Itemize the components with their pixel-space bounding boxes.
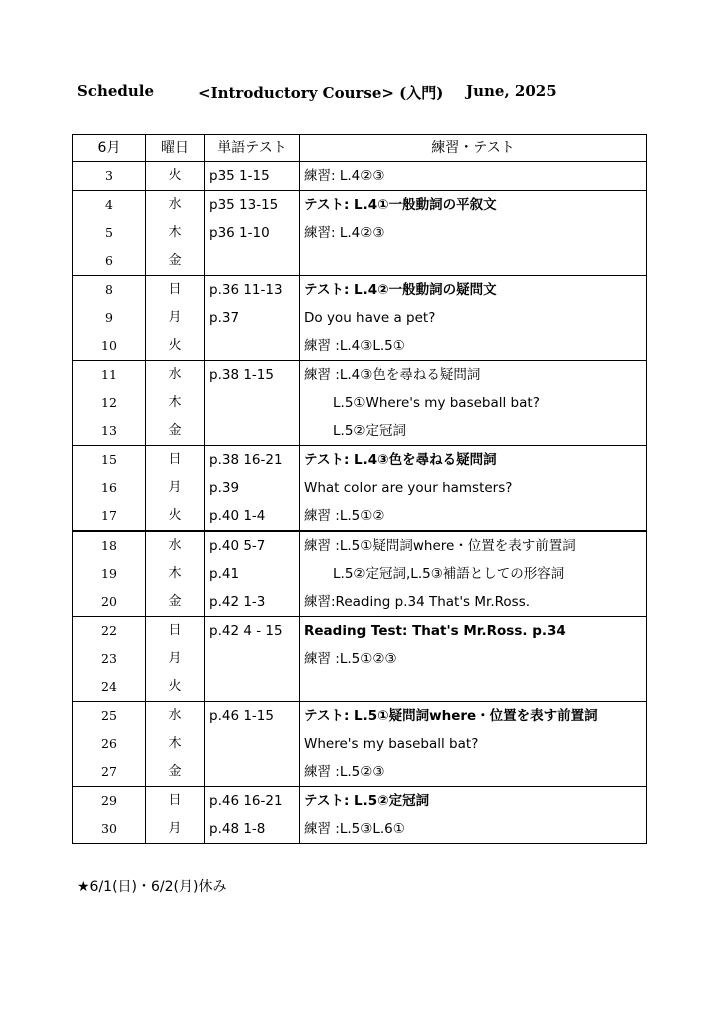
table-row [73,332,647,361]
practice-test-cell: 練習 :L.5②③ [300,758,647,787]
table-row [73,304,647,332]
vocab-test-cell: p35 13-15 [205,191,300,220]
table-row [73,219,647,247]
weekday-cell: 木 [146,389,205,417]
weekday-cell: 木 [146,560,205,588]
day-cell: 25 [73,702,146,731]
table-row [73,417,647,446]
vocab-test-cell: p.41 [205,560,300,588]
weekday-cell: 月 [146,304,205,332]
weekday-cell: 木 [146,730,205,758]
day-cell: 11 [73,361,146,390]
weekday-cell: 火 [146,332,205,361]
day-cell: 9 [73,304,146,332]
day-cell: 6 [73,247,146,276]
day-cell: 24 [73,673,146,702]
weekday-cell: 日 [146,787,205,816]
day-cell: 26 [73,730,146,758]
practice-test-cell: テスト: L.5②定冠詞 [300,787,647,816]
table-row [73,673,647,702]
vocab-test-cell: p35 1-15 [205,162,300,191]
schedule-body [73,162,647,844]
day-cell: 19 [73,560,146,588]
practice-test-cell: Reading Test: That's Mr.Ross. p.34 [300,617,647,646]
vocab-test-cell: p.36 11-13 [205,276,300,305]
day-cell: 8 [73,276,146,305]
practice-test-cell: Do you have a pet? [300,304,647,332]
table-row [73,787,647,816]
weekday-cell: 火 [146,673,205,702]
vocab-test-cell: p.40 1-4 [205,502,300,531]
practice-test-cell: 練習 :L.4③色を尋ねる疑問詞 [300,361,647,390]
table-row [73,191,647,220]
weekday-cell: 金 [146,247,205,276]
vocab-test-cell [205,645,300,673]
weekday-cell: 月 [146,815,205,844]
table-row [73,730,647,758]
day-cell: 18 [73,531,146,560]
weekday-cell: 水 [146,191,205,220]
practice-test-cell: L.5①Where's my baseball bat? [300,389,647,417]
day-cell: 13 [73,417,146,446]
table-row [73,162,647,191]
vocab-test-cell [205,332,300,361]
day-cell: 10 [73,332,146,361]
practice-test-cell: テスト: L.5①疑問詞where・位置を表す前置詞 [300,702,647,731]
vocab-test-cell: p.46 16-21 [205,787,300,816]
day-cell: 27 [73,758,146,787]
weekday-cell: 水 [146,702,205,731]
practice-test-cell: テスト: L.4③色を尋ねる疑問詞 [300,446,647,475]
table-row [73,276,647,305]
vocab-test-cell [205,417,300,446]
practice-test-cell: What color are your hamsters? [300,474,647,502]
column-header-practice-test: 練習・テスト [300,135,647,162]
schedule-label: Schedule [77,82,155,100]
day-cell: 20 [73,588,146,617]
table-row [73,531,647,560]
weekday-cell: 金 [146,417,205,446]
table-row [73,474,647,502]
table-row [73,389,647,417]
weekday-cell: 月 [146,645,205,673]
vocab-test-cell [205,758,300,787]
vocab-test-cell: p.40 5-7 [205,531,300,560]
weekday-cell: 日 [146,617,205,646]
vocab-test-cell: p.48 1-8 [205,815,300,844]
practice-test-cell: 練習 :L.5①② [300,502,647,531]
weekday-cell: 金 [146,758,205,787]
vocab-test-cell [205,389,300,417]
weekday-cell: 金 [146,588,205,617]
day-cell: 16 [73,474,146,502]
schedule-table [72,134,647,844]
vocab-test-cell: p.38 1-15 [205,361,300,390]
table-row [73,758,647,787]
day-cell: 22 [73,617,146,646]
table-row [73,645,647,673]
column-header-month: 6月 [73,135,146,162]
column-header-vocab-test: 単語テスト [205,135,300,162]
practice-test-cell: 練習 :L.5①疑問詞where・位置を表す前置詞 [300,531,647,560]
vocab-test-cell: p.42 4 - 15 [205,617,300,646]
holiday-note: ★6/1(日)・6/2(月)休み [77,879,227,895]
vocab-test-cell [205,673,300,702]
practice-test-cell: 練習 :L.4③L.5① [300,332,647,361]
day-cell: 30 [73,815,146,844]
vocab-test-cell: p.46 1-15 [205,702,300,731]
practice-test-cell: 練習: L.4②③ [300,162,647,191]
day-cell: 5 [73,219,146,247]
table-row [73,702,647,731]
table-header-row [73,135,647,162]
schedule-date: June, 2025 [466,82,557,100]
vocab-test-cell [205,730,300,758]
practice-test-cell: L.5②定冠詞,L.5③補語としての形容詞 [300,560,647,588]
weekday-cell: 日 [146,276,205,305]
vocab-test-cell: p.42 1-3 [205,588,300,617]
practice-test-cell [300,673,647,702]
table-row [73,617,647,646]
weekday-cell: 火 [146,502,205,531]
course-title: <Introductory Course> (入門) [198,84,444,102]
day-cell: 3 [73,162,146,191]
day-cell: 4 [73,191,146,220]
practice-test-cell: 練習 :L.5①②③ [300,645,647,673]
weekday-cell: 水 [146,531,205,560]
document-header [0,82,720,104]
practice-test-cell: テスト: L.4①一般動詞の平叙文 [300,191,647,220]
table-row [73,560,647,588]
day-cell: 15 [73,446,146,475]
weekday-cell: 木 [146,219,205,247]
practice-test-cell: L.5②定冠詞 [300,417,647,446]
practice-test-cell: Where's my baseball bat? [300,730,647,758]
vocab-test-cell: p.38 16-21 [205,446,300,475]
day-cell: 23 [73,645,146,673]
vocab-test-cell: p.37 [205,304,300,332]
weekday-cell: 水 [146,361,205,390]
vocab-test-cell: p.39 [205,474,300,502]
practice-test-cell: 練習:Reading p.34 That's Mr.Ross. [300,588,647,617]
practice-test-cell: 練習: L.4②③ [300,219,647,247]
table-row [73,361,647,390]
table-row [73,502,647,531]
day-cell: 12 [73,389,146,417]
weekday-cell: 月 [146,474,205,502]
vocab-test-cell: p36 1-10 [205,219,300,247]
table-row [73,247,647,276]
table-row [73,446,647,475]
vocab-test-cell [205,247,300,276]
column-header-weekday: 曜日 [146,135,205,162]
table-row [73,588,647,617]
day-cell: 29 [73,787,146,816]
table-row [73,815,647,844]
practice-test-cell: テスト: L.4②一般動詞の疑問文 [300,276,647,305]
practice-test-cell [300,247,647,276]
weekday-cell: 火 [146,162,205,191]
day-cell: 17 [73,502,146,531]
weekday-cell: 日 [146,446,205,475]
practice-test-cell: 練習 :L.5③L.6① [300,815,647,844]
